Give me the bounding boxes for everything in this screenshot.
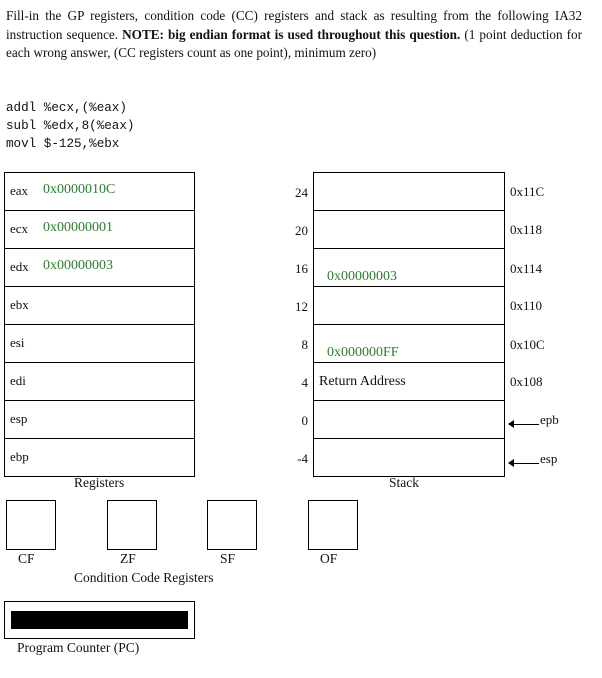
stack-cell-0x11c[interactable] bbox=[313, 172, 505, 211]
stack-address: 0x110 bbox=[510, 298, 543, 313]
stack-cell-0x108[interactable] bbox=[313, 362, 505, 401]
stack-offset: 16 bbox=[295, 261, 308, 276]
stack-offset: 0 bbox=[301, 413, 308, 428]
stack-offset: 24 bbox=[295, 185, 308, 200]
zf-label: ZF bbox=[120, 551, 136, 566]
arrowhead-icon bbox=[508, 459, 514, 467]
register-value: 0x0000010C bbox=[43, 182, 116, 197]
stack-address: 0x118 bbox=[510, 222, 543, 237]
stack-cell-0x110[interactable] bbox=[313, 286, 505, 325]
code-line-2: subl %edx,8(%eax) bbox=[6, 119, 135, 133]
register-name: ecx bbox=[10, 221, 29, 236]
register-ebp[interactable] bbox=[4, 438, 195, 477]
register-name: edx bbox=[10, 259, 29, 274]
stack-offset: 4 bbox=[301, 375, 308, 390]
code-line-3: movl $-125,%ebx bbox=[6, 137, 120, 151]
stack-cell-ebp[interactable] bbox=[313, 400, 505, 439]
stack-offset: 8 bbox=[301, 337, 308, 352]
question-intro: Fill-in the GP registers, condition code (CC) registers and stack as resulting from the following IA32 instruction sequence. bbox=[6, 8, 582, 42]
of-box[interactable] bbox=[308, 500, 358, 550]
stack-offset: 20 bbox=[295, 223, 308, 238]
register-ebx[interactable] bbox=[4, 286, 195, 325]
register-value: 0x00000001 bbox=[43, 220, 113, 235]
sf-box[interactable] bbox=[207, 500, 257, 550]
register-edx[interactable] bbox=[4, 248, 195, 287]
stack-value: Return Address bbox=[319, 374, 406, 389]
cc-registers-label: Condition Code Registers bbox=[74, 570, 214, 585]
stack-cell-0x118[interactable] bbox=[313, 210, 505, 249]
register-name: esp bbox=[10, 411, 28, 426]
esp-pointer-arrow bbox=[513, 463, 539, 464]
zf-box[interactable] bbox=[107, 500, 157, 550]
stack-cell-0x10c[interactable] bbox=[313, 324, 505, 363]
register-name: ebx bbox=[10, 297, 29, 312]
register-name: eax bbox=[10, 183, 29, 198]
register-ecx[interactable] bbox=[4, 210, 195, 249]
code-line-1: addl %ecx,(%eax) bbox=[6, 101, 127, 115]
stack-address: 0x114 bbox=[510, 261, 543, 276]
register-value: 0x00000003 bbox=[43, 258, 113, 273]
register-esi[interactable] bbox=[4, 324, 195, 363]
register-name: esi bbox=[10, 335, 25, 350]
stack-address: 0x11C bbox=[510, 184, 545, 199]
stack-offset: 12 bbox=[295, 299, 308, 314]
stack-offset: -4 bbox=[297, 451, 308, 466]
redaction-bar bbox=[11, 611, 188, 629]
register-edi[interactable] bbox=[4, 362, 195, 401]
stack-cell-0x114[interactable] bbox=[313, 248, 505, 287]
stack-label: Stack bbox=[389, 475, 419, 490]
stack-address: 0x108 bbox=[510, 374, 543, 389]
ebp-pointer-arrow bbox=[513, 424, 539, 425]
question-note: NOTE: big endian format is used throughout this question. bbox=[122, 26, 461, 42]
register-name: ebp bbox=[10, 449, 29, 464]
of-label: OF bbox=[320, 551, 338, 566]
esp-pointer-label: esp bbox=[540, 451, 558, 466]
register-esp[interactable] bbox=[4, 400, 195, 439]
stack-value: 0x00000003 bbox=[327, 269, 397, 284]
cf-label: CF bbox=[18, 551, 35, 566]
cf-box[interactable] bbox=[6, 500, 56, 550]
question-tail: (1 point deduction for each wrong answer, (CC registers count as one point), minimum zero) bbox=[6, 26, 583, 60]
register-eax[interactable] bbox=[4, 172, 195, 211]
sf-label: SF bbox=[220, 551, 236, 566]
registers-label: Registers bbox=[74, 475, 125, 490]
stack-address: 0x10C bbox=[510, 337, 545, 352]
register-name: edi bbox=[10, 373, 26, 388]
arrowhead-icon bbox=[508, 420, 514, 428]
stack-cell-esp[interactable] bbox=[313, 438, 505, 477]
program-counter-box[interactable] bbox=[4, 601, 195, 639]
program-counter-label: Program Counter (PC) bbox=[17, 640, 140, 655]
stack-value: 0x000000FF bbox=[327, 345, 399, 360]
question-text bbox=[6, 7, 582, 63]
ebp-pointer-label: epb bbox=[540, 412, 559, 427]
